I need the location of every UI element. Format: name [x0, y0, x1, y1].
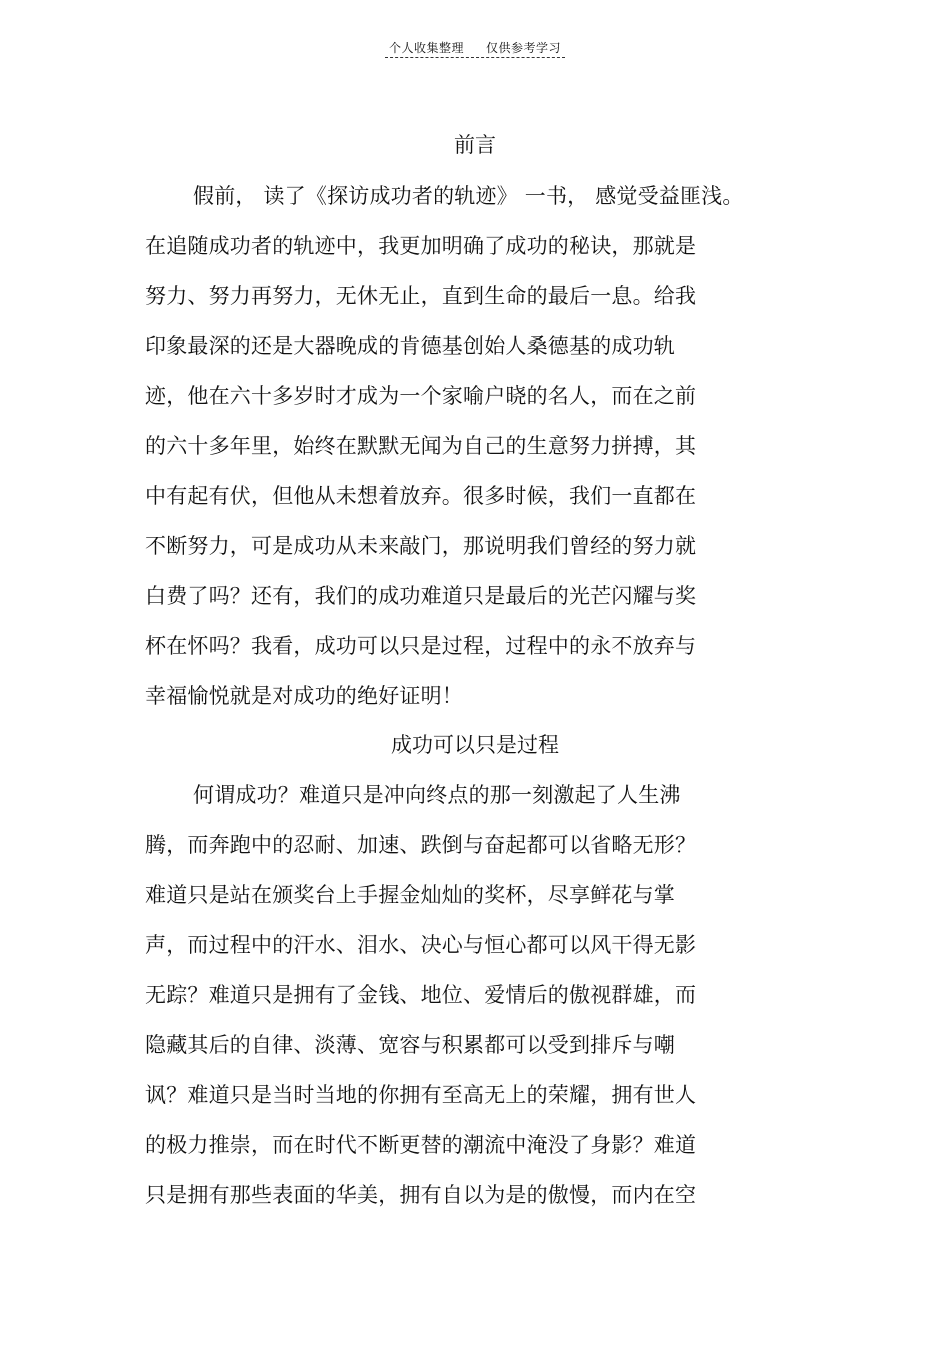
page-header [0, 40, 950, 58]
preface-line: 幸福愉悦就是对成功的绝好证明！ [145, 684, 463, 708]
preface-line: 迹，他在六十多岁时才成为一个家喻户晓的名人，而在之前 [145, 384, 697, 408]
essay-line: 难道只是站在颁奖台上手握金灿灿的奖杯，尽享鲜花与掌 [145, 883, 675, 907]
preface-line: 假前， 读了《探访成功者的轨迹》 一书， 感觉受益匪浅。 [193, 184, 744, 208]
preface-line: 杯在怀吗？我看，成功可以只是过程，过程中的永不放弃与 [145, 634, 697, 658]
header-underline [385, 40, 565, 58]
essay-line: 声，而过程中的汗水、泪水、决心与恒心都可以风干得无影 [145, 933, 697, 957]
preface-line: 努力、努力再努力，无休无止，直到生命的最后一息。给我 [145, 284, 697, 308]
essay-line: 无踪？难道只是拥有了金钱、地位、爱情后的傲视群雄，而 [145, 983, 697, 1007]
preface-line: 中有起有伏，但他从未想着放弃。很多时候，我们一直都在 [145, 484, 697, 508]
essay-line: 何谓成功？难道只是冲向终点的那一刻激起了人生沸 [193, 783, 681, 807]
header-left-text: 个人收集整理 [388, 41, 464, 55]
preface-line: 印象最深的还是大器晚成的肯德基创始人桑德基的成功轨 [145, 334, 675, 358]
essay-line: 隐藏其后的自律、淡薄、宽容与积累都可以受到排斥与嘲 [145, 1033, 675, 1057]
preface-line: 在追随成功者的轨迹中，我更加明确了成功的秘诀，那就是 [145, 234, 697, 258]
header-right-text: 仅供参考学习 [486, 41, 562, 55]
essay-title: 成功可以只是过程 [391, 733, 559, 757]
preface-line: 不断努力，可是成功从未来敲门，那说明我们曾经的努力就 [145, 534, 697, 558]
essay-line: 讽？难道只是当时当地的你拥有至高无上的荣耀，拥有世人 [145, 1083, 697, 1107]
essay-line: 的极力推崇，而在时代不断更替的潮流中淹没了身影？难道 [145, 1133, 697, 1157]
essay-line: 腾，而奔跑中的忍耐、加速、跌倒与奋起都可以省略无形？ [145, 833, 697, 857]
preface-title: 前言 [454, 133, 496, 157]
preface-line: 白费了吗？还有，我们的成功难道只是最后的光芒闪耀与奖 [145, 584, 697, 608]
preface-line: 的六十多年里，始终在默默无闻为自己的生意努力拼搏，其 [145, 434, 697, 458]
essay-line: 只是拥有那些表面的华美，拥有自以为是的傲慢，而内在空 [145, 1183, 697, 1207]
